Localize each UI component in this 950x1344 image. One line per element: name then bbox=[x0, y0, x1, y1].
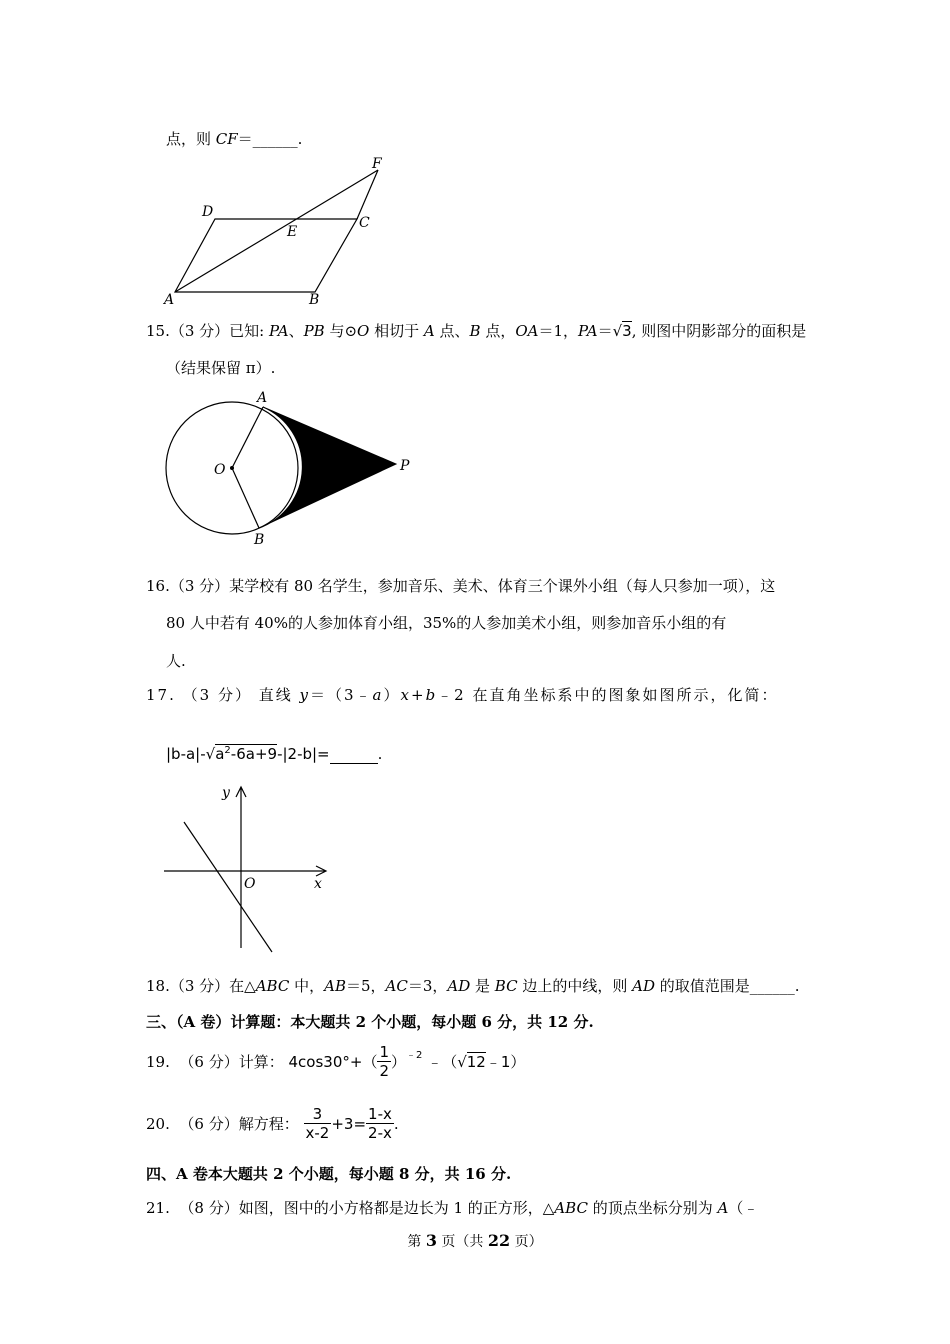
radius-oa bbox=[232, 407, 263, 468]
q17-num: 17. bbox=[146, 686, 176, 704]
q17-text: 直线 bbox=[258, 686, 300, 704]
q14-var: CF bbox=[215, 130, 238, 148]
q16-text: 某学校有 80 名学生，参加音乐、美术、体育三个课外小组（每人只参加一项），这 bbox=[229, 577, 776, 595]
q18-bc: BC bbox=[494, 977, 518, 995]
q15-line2: （结果保留 π）. bbox=[166, 359, 276, 377]
q18-text: ＝3， bbox=[407, 977, 448, 995]
q18-text: 边上的中线，则 bbox=[517, 977, 633, 995]
q18-text: 的取值范围是______. bbox=[654, 977, 800, 995]
q16-line2: 80 人中若有 40%的人参加体育小组，35%的人参加美术小组，则参加音乐小组的有 bbox=[166, 614, 727, 632]
sqrt-symbol: √ bbox=[457, 1052, 467, 1071]
q19-label: 计算： bbox=[238, 1053, 284, 1071]
q19-text: 4cos30°+（ bbox=[288, 1053, 378, 1071]
parallelogram-shape bbox=[175, 219, 357, 292]
q20-line bbox=[146, 1105, 399, 1142]
label-b: B bbox=[309, 292, 320, 308]
q15-line1 bbox=[146, 320, 806, 341]
page-number: 3 bbox=[425, 1231, 437, 1250]
answer-blank bbox=[330, 745, 378, 764]
q20-fraction-1 bbox=[304, 1105, 332, 1142]
line-af bbox=[175, 170, 378, 292]
q20-fraction-2 bbox=[366, 1105, 394, 1142]
footer-text: 页） bbox=[510, 1234, 543, 1250]
q21-score: （8 分） bbox=[179, 1199, 239, 1217]
q18-line bbox=[146, 975, 800, 996]
q14-suffix: ＝______. bbox=[237, 130, 303, 148]
q15-text: , 则图中阴影部分的面积是 bbox=[631, 322, 807, 340]
q15-text: ＝1， bbox=[538, 322, 579, 340]
graph-line bbox=[184, 822, 272, 952]
q19-text: ﹣（ bbox=[427, 1053, 458, 1071]
q19-text: ） bbox=[391, 1053, 407, 1071]
label-o: O bbox=[214, 462, 226, 478]
q15-sqrt-radicand: 3 bbox=[622, 322, 632, 340]
label-y: y bbox=[222, 785, 230, 801]
q21-num: 21. bbox=[146, 1199, 170, 1217]
q20-text: . bbox=[393, 1114, 399, 1133]
q21-text: （﹣ bbox=[728, 1199, 759, 1217]
q18-text: 在△ bbox=[229, 977, 256, 995]
q15-text: 点、 bbox=[434, 322, 470, 340]
q19-text: ﹣1） bbox=[485, 1053, 526, 1071]
fraction-denominator: x-2 bbox=[305, 1124, 330, 1142]
q17-sup: 2 bbox=[224, 745, 231, 756]
q16-line3: 人. bbox=[166, 652, 186, 670]
footer-text: 页（共 bbox=[436, 1234, 488, 1250]
fraction-denominator: 2-x bbox=[368, 1124, 392, 1142]
q15-num: 15. bbox=[146, 322, 170, 340]
q17-expr: . bbox=[377, 745, 383, 763]
q16-score: （3 分） bbox=[169, 577, 230, 595]
center-point bbox=[230, 466, 234, 470]
q21-text: 的顶点坐标分别为 bbox=[587, 1199, 718, 1217]
q17-y: y bbox=[299, 686, 310, 704]
q17-radicand-tail: -6a+9 bbox=[230, 745, 278, 763]
q17-expression bbox=[166, 745, 382, 764]
q18-score: （3 分） bbox=[169, 977, 230, 995]
q19-num: 19. bbox=[146, 1052, 170, 1071]
q18-ad: AD bbox=[447, 977, 471, 995]
q19-exponent: ﹣2 bbox=[406, 1050, 423, 1061]
coordinate-figure bbox=[160, 782, 340, 957]
q14-line bbox=[166, 128, 302, 149]
q17-b: b bbox=[425, 686, 438, 704]
label-e: E bbox=[287, 224, 298, 240]
label-b: B bbox=[254, 532, 265, 548]
q18-ac: AC bbox=[385, 977, 408, 995]
q17-expr: -|2-b|= bbox=[277, 745, 330, 763]
q18-abc: ABC bbox=[255, 977, 290, 995]
fraction-denominator: 2 bbox=[379, 1062, 390, 1080]
q15-score: （3 分） bbox=[169, 322, 230, 340]
shaded-region bbox=[259, 407, 396, 528]
section-heading-4: 四、A 卷本大题共 2 个小题，每小题 8 分，共 16 分. bbox=[146, 1165, 512, 1183]
q16-num: 16. bbox=[146, 577, 170, 595]
section-heading-3: 三、（A 卷）计算题：本大题共 2 个小题，每小题 6 分，共 12 分. bbox=[146, 1013, 594, 1031]
q15-text: ＝ bbox=[597, 322, 613, 340]
parallelogram-figure bbox=[160, 150, 400, 310]
q15-oa: OA bbox=[515, 322, 539, 340]
label-f: F bbox=[372, 156, 382, 172]
q15-text: 相切于 bbox=[369, 322, 424, 340]
q15-pa: PA bbox=[269, 322, 289, 340]
label-p: P bbox=[400, 458, 410, 474]
q15-o: O bbox=[357, 322, 370, 340]
label-o: O bbox=[244, 876, 256, 892]
q16-line1 bbox=[146, 575, 775, 596]
q18-num: 18. bbox=[146, 977, 170, 995]
radius-ob bbox=[232, 468, 259, 528]
q20-score: （6 分） bbox=[179, 1115, 239, 1133]
q21-abc: ABC bbox=[554, 1199, 588, 1217]
q17-a: a bbox=[372, 686, 384, 704]
q15-b: B bbox=[469, 322, 481, 340]
q19-fraction bbox=[377, 1043, 391, 1080]
label-a: A bbox=[257, 390, 268, 406]
q18-text: 中， bbox=[289, 977, 325, 995]
q15-text: 点， bbox=[480, 322, 516, 340]
q17-text: ﹣2 在直角坐标系中的图象如图所示，化简： bbox=[437, 686, 779, 704]
q17-radicand-a: a bbox=[215, 745, 225, 763]
label-d: D bbox=[202, 204, 214, 220]
q21-line bbox=[146, 1197, 758, 1218]
fraction-numerator: 1-x bbox=[368, 1105, 392, 1123]
q17-text: ＝（3﹣ bbox=[310, 686, 373, 704]
footer-text: 第 bbox=[407, 1234, 426, 1250]
q17-expr: |b-a|- bbox=[166, 745, 206, 763]
label-c: C bbox=[359, 215, 370, 231]
q15-pa: PA bbox=[578, 322, 598, 340]
q20-num: 20. bbox=[146, 1114, 170, 1133]
q17-score: （3 分） bbox=[182, 686, 252, 704]
fraction-numerator: 1 bbox=[379, 1043, 390, 1061]
line-cf bbox=[357, 170, 378, 219]
q21-a: A bbox=[717, 1199, 729, 1217]
q19-radicand: 12 bbox=[466, 1053, 486, 1071]
q20-label: 解方程： bbox=[238, 1115, 299, 1133]
page-total: 22 bbox=[487, 1231, 511, 1250]
tangent-circle-figure bbox=[160, 385, 420, 550]
q19-line bbox=[146, 1043, 525, 1080]
q15-sep: 、 bbox=[288, 322, 304, 340]
label-x: x bbox=[314, 876, 322, 892]
q19-score: （6 分） bbox=[179, 1053, 239, 1071]
q15-text: 与⊙ bbox=[324, 322, 358, 340]
q21-text: 如图，图中的小方格都是边长为 1 的正方形，△ bbox=[238, 1199, 555, 1217]
q18-text: ＝5， bbox=[345, 977, 386, 995]
q20-text: +3= bbox=[331, 1114, 367, 1133]
q17-text: + bbox=[410, 686, 426, 704]
q17-radicand bbox=[215, 744, 277, 763]
q15-text: 已知: bbox=[229, 322, 269, 340]
page-footer bbox=[0, 1231, 950, 1251]
fraction-numerator: 3 bbox=[304, 1105, 332, 1124]
q18-text: 是 bbox=[470, 977, 495, 995]
q18-ab: AB bbox=[324, 977, 346, 995]
q18-ad: AD bbox=[632, 977, 655, 995]
sqrt-symbol: √ bbox=[205, 745, 216, 763]
sqrt-symbol: √ bbox=[612, 322, 623, 340]
q15-a: A bbox=[423, 322, 435, 340]
q15-pb: PB bbox=[303, 322, 325, 340]
label-a: A bbox=[164, 292, 175, 308]
q17-x: x bbox=[400, 686, 411, 704]
q17-text: ） bbox=[383, 686, 401, 704]
q17-line1 bbox=[146, 684, 779, 705]
q14-prefix: 点，则 bbox=[166, 130, 216, 148]
